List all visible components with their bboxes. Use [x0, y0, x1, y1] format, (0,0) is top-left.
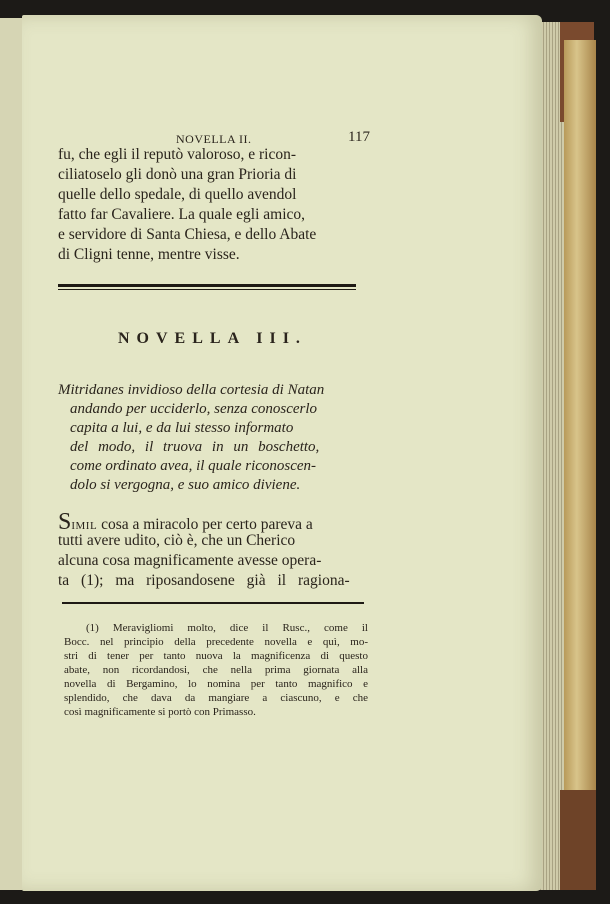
footnote-line: (1) Meravigliomi molto, dice il Rusc., come il: [86, 622, 368, 634]
text-line: quelle dello spedale, di quello avendol: [58, 186, 297, 203]
text-line: fatto far Cavaliere. La quale egli amico,: [58, 206, 306, 223]
summary-line: Mitridanes invidioso della cortesia di Natan: [58, 382, 325, 398]
footnote-line: stri di tener per tanto nuova la magnificenza di questo: [64, 650, 368, 662]
section-title: NOVELLA III.: [118, 330, 307, 347]
double-rule-bottom: [58, 289, 356, 290]
summary-line: del modo, il truova in un boschetto,: [70, 439, 320, 455]
summary-line: capita a lui, e da lui stesso informato: [70, 420, 294, 436]
text-line: ta (1); ma riposandosene già il ragiona-: [58, 572, 350, 589]
drop-cap: S: [58, 509, 72, 535]
text-line: ciliatoselo gli donò una gran Prioria di: [58, 166, 297, 183]
text-line: di Cligni tenne, mentre visse.: [58, 246, 240, 263]
text-line: alcuna cosa magnificamente avesse opera-: [58, 552, 322, 569]
summary-line: andando per ucciderlo, senza conoscerlo: [70, 401, 318, 417]
footnote-line: novella di Bergamino, lo nomina per tanto magnifico e: [64, 678, 368, 690]
footnote-line: splendido, che dava da mangiare a ciascuno, e che: [64, 692, 368, 704]
binding-spine: [564, 40, 596, 890]
facing-page-edge: [0, 18, 23, 890]
page-stack-edge: [538, 22, 566, 890]
summary-line: dolo si vergogna, e suo amico diviene.: [70, 477, 301, 493]
page-number: 117: [348, 129, 370, 145]
footnote-line: abate, non ricordandosi, che nella prima giornata alla: [64, 664, 368, 676]
footnote-line: così magnificamente si portò con Primasso.: [64, 706, 256, 718]
double-rule-top: [58, 284, 356, 287]
binding-cover-bottom: [560, 790, 596, 890]
summary-line: come ordinato avea, il quale riconoscen-: [70, 458, 317, 474]
running-title: NOVELLA II.: [176, 132, 252, 146]
text-line: e servidore di Santa Chiesa, e dello Abate: [58, 226, 317, 243]
footnote-line: Bocc. nel principio della precedente novella e quì, mo-: [64, 636, 368, 648]
text-line-first: [58, 510, 313, 534]
footnote-rule: [62, 602, 364, 604]
text: cosa a miracolo per certo pareva a: [97, 516, 313, 533]
small-caps: IMIL: [71, 520, 98, 532]
text-line: tutti avere udito, ciò è, che un Cherico: [58, 532, 296, 549]
text-line: fu, che egli il reputò valoroso, e ricon-: [58, 146, 297, 163]
